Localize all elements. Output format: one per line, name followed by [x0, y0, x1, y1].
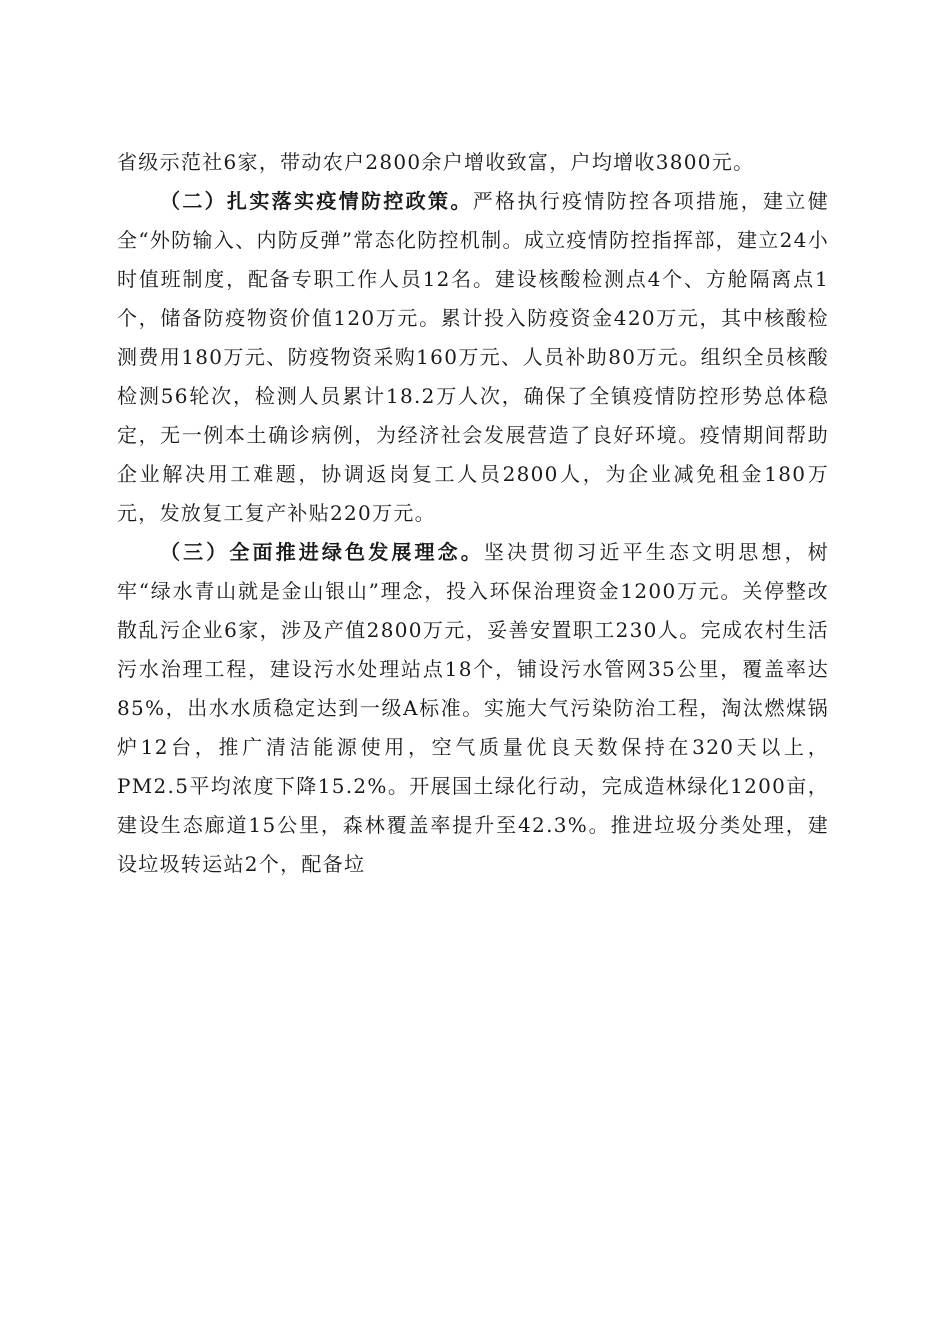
- section-heading: （三）全面推进绿色发展理念。: [160, 540, 484, 564]
- paragraph-text: 坚决贯彻习近平生态文明思想，树牢“绿水青山就是金山银山”理念，投入环保治理资金1200万元。关停整改散乱污企业6家，涉及产值2800万元，妥善安置职工230人。完成农村生活污水治理工程，建设污水处理站点18个，铺设污水管网35公里，覆盖率达85%，出水水质稳定达到一级A标准。实施大气污染防治工程，淘汰燃煤锅炉12台，推广清洁能源使用，空气质量优良天数保持在320天以上，PM2.5平均浓度下降15.2%。开展国土绿化行动，完成造林绿化1200亩，建设生态廊道15公里，森林覆盖率提升至42.3%。推进垃圾分类处理，建设垃圾转运站2个，配备垃: [117, 540, 830, 876]
- document-page: [117, 143, 829, 884]
- paragraph-text: 严格执行疫情防控各项措施，建立健全“外防输入、内防反弹”常态化防控机制。成立疫情防控指挥部，建立24小时值班制度，配备专职工作人员12名。建设核酸检测点4个、方舱隔离点1个，储备防疫物资价值120万元。累计投入防疫资金420万元，其中核酸检测费用180万元、防疫物资采购160万元、人员补助80万元。组织全员核酸检测56轮次，检测人员累计18.2万人次，确保了全镇疫情防控形势总体稳定，无一例本土确诊病例，为经济社会发展营造了良好环境。疫情期间帮助企业解决用工难题，协调返岗复工人员2800人，为企业减免租金180万元，发放复工复产补贴220万元。: [117, 189, 829, 525]
- paragraph-epidemic-control: [117, 182, 829, 533]
- paragraph-continuation: [117, 143, 829, 182]
- section-heading: （二）扎实落实疫情防控政策。: [160, 189, 473, 213]
- paragraph-green-development: [117, 533, 829, 884]
- paragraph-text: 省级示范社6家，带动农户2800余户增收致富，户均增收3800元。: [117, 150, 755, 174]
